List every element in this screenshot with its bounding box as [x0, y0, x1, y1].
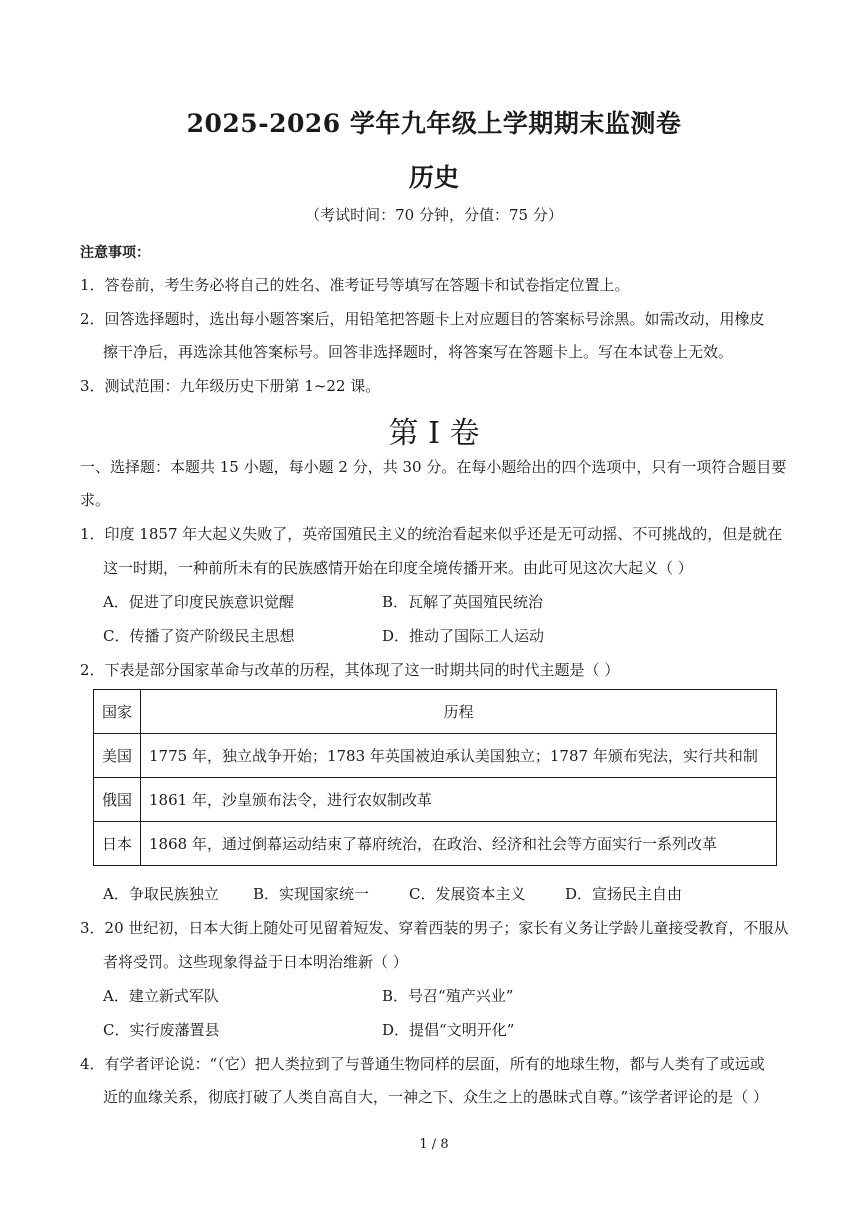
table-cell-process: 1868 年，通过倒幕运动结束了幕府统治，在政治、经济和社会等方面实行一系列改革 — [141, 822, 777, 866]
q2-option-a: A．争取民族独立 — [103, 885, 219, 903]
q3-stem-cont: 者将受罚。这些现象得益于日本明治维新（ ） — [103, 953, 408, 971]
table-row — [94, 778, 777, 822]
notice-item-2: 2．回答选择题时，选出每小题答案后，用铅笔把答题卡上对应题目的答案标号涂黑。如需改动，用橡皮 — [80, 310, 765, 328]
q4-stem: 4．有学者评论说：“（它）把人类拉到了与普通生物同样的层面，所有的地球生物，都与人类有了或远或 — [80, 1055, 765, 1073]
q2-option-b: B．实现国家统一 — [253, 885, 370, 903]
q2-option-c: C．发展资本主义 — [409, 885, 526, 903]
q4-stem-cont: 近的血缘关系，彻底打破了人类自高自大，一神之下、众生之上的愚昧式自尊。”该学者评论的是（ ） — [103, 1088, 768, 1106]
q1-option-c: C．传播了资产阶级民主思想 — [103, 627, 295, 645]
table-header-country: 国家 — [94, 690, 141, 734]
subject-title: 历史 — [408, 163, 459, 192]
q3-option-c: C．实行废藩置县 — [103, 1021, 220, 1039]
exam-title: 2025-2026 学年九年级上学期期末监测卷 — [186, 109, 682, 138]
exam-info: （考试时间：70 分钟，分值：75 分） — [305, 206, 563, 224]
q2-option-d: D．宣扬民主自由 — [565, 885, 683, 903]
q1-option-d: D．推动了国际工人运动 — [382, 627, 545, 645]
table-row — [94, 822, 777, 866]
section-instruction: 一、选择题：本题共 15 小题，每小题 2 分，共 30 分。在每小题给出的四个选项中，只有一项符合题目要 — [80, 458, 787, 476]
table-cell-country: 俄国 — [94, 778, 141, 822]
q3-option-d: D．提倡“文明开化” — [382, 1021, 515, 1039]
history-table — [93, 689, 777, 866]
notice-item-1: 1．答卷前，考生务必将自己的姓名、准考证号等填写在答题卡和试卷指定位置上。 — [80, 276, 630, 294]
volume-title: 第 I 卷 — [388, 416, 480, 451]
q1-option-b: B．瓦解了英国殖民统治 — [382, 593, 544, 611]
section-instruction-cont: 求。 — [80, 491, 111, 509]
table-header-row — [94, 690, 777, 734]
q3-stem: 3．20 世纪初，日本大街上随处可见留着短发、穿着西装的男子；家长有义务让学龄儿童接受教育，不服从 — [80, 919, 789, 937]
q3-option-a: A．建立新式军队 — [103, 987, 219, 1005]
table-cell-process: 1861 年，沙皇颁布法令，进行农奴制改革 — [141, 778, 777, 822]
q2-stem: 2．下表是部分国家革命与改革的历程，其体现了这一时期共同的时代主题是（ ） — [80, 661, 620, 679]
table-cell-country: 美国 — [94, 734, 141, 778]
table-cell-country: 日本 — [94, 822, 141, 866]
table-header-process: 历程 — [141, 690, 777, 734]
q3-option-b: B．号召“殖产兴业” — [382, 987, 514, 1005]
q1-stem-cont: 这一时期，一种前所未有的民族感情开始在印度全境传播开来。由此可见这次大起义（ ） — [103, 559, 693, 577]
q1-stem: 1．印度 1857 年大起义失败了，英帝国殖民主义的统治看起来似乎还是无可动摇、不可挑战的，但是就在 — [80, 525, 783, 543]
notice-heading: 注意事项： — [80, 245, 150, 261]
notice-item-2-cont: 擦干净后，再选涂其他答案标号。回答非选择题时，将答案写在答题卡上。写在本试卷上无效。 — [103, 343, 734, 361]
table-row — [94, 734, 777, 778]
page-number: 1 / 8 — [419, 1137, 449, 1152]
q1-option-a: A．促进了印度民族意识觉醒 — [103, 593, 294, 611]
notice-item-3: 3．测试范围：九年级历史下册第 1~22 课。 — [80, 377, 381, 395]
table-cell-process: 1775 年，独立战争开始；1783 年英国被迫承认美国独立；1787 年颁布宪法，实行共和制 — [141, 734, 777, 778]
